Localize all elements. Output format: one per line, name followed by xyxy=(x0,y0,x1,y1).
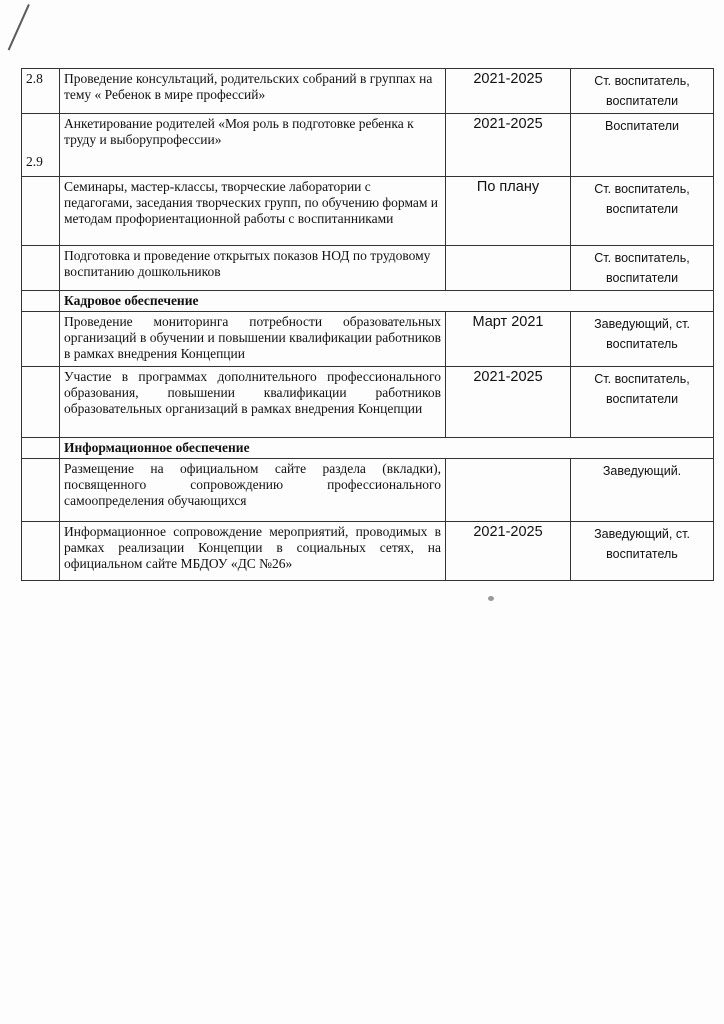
event-date: По плану xyxy=(446,177,571,246)
event-description: Размещение на официальном сайте раздела (вкладки), посвященного сопровождению профессионального самоопределения обучающихся xyxy=(60,459,446,522)
responsible-person: Ст. воспитатель, воспитатели xyxy=(571,69,714,114)
event-date: 2021-2025 xyxy=(446,114,571,177)
event-date: 2021-2025 xyxy=(446,367,571,438)
event-description: Анкетирование родителей «Моя роль в подготовке ребенка к труду и выборупрофессии» xyxy=(60,114,446,177)
table-row xyxy=(22,177,714,246)
row-number xyxy=(22,246,60,291)
section-title-staffing: Кадровое обеспечение xyxy=(60,291,714,312)
row-number xyxy=(22,367,60,438)
activity-plan-table xyxy=(21,68,714,581)
scan-artifact-line xyxy=(8,4,30,50)
event-description: Участие в программах дополнительного профессионального образования, повышении квалификации работников образовательных организаций в рамках внедрения Концепции xyxy=(60,367,446,438)
table-row xyxy=(22,69,714,114)
responsible-person: Воспитатели xyxy=(571,114,714,177)
event-date xyxy=(446,246,571,291)
responsible-person: Ст. воспитатель, воспитатели xyxy=(571,246,714,291)
event-description: Семинары, мастер-классы, творческие лаборатории с педагогами, заседания творческих групп, по обучению формам и методам профориентационной работы с воспитанниками xyxy=(60,177,446,246)
row-number xyxy=(22,522,60,581)
responsible-person: Ст. воспитатель, воспитатели xyxy=(571,177,714,246)
table-row xyxy=(22,246,714,291)
row-number xyxy=(22,312,60,367)
row-number xyxy=(22,291,60,312)
section-title-information: Информационное обеспечение xyxy=(60,438,714,459)
table-row xyxy=(22,367,714,438)
section-row xyxy=(22,291,714,312)
row-number: 2.9 xyxy=(22,114,60,177)
responsible-person: Заведующий. xyxy=(571,459,714,522)
event-date: 2021-2025 xyxy=(446,69,571,114)
table-row xyxy=(22,312,714,367)
event-date: 2021-2025 xyxy=(446,522,571,581)
row-number xyxy=(22,177,60,246)
event-date xyxy=(446,459,571,522)
event-description: Подготовка и проведение открытых показов НОД по трудовому воспитанию дошкольников xyxy=(60,246,446,291)
responsible-person: Заведующий, ст. воспитатель xyxy=(571,522,714,581)
table-row xyxy=(22,114,714,177)
table-row xyxy=(22,459,714,522)
event-description: Проведение консультаций, родительских собраний в группах на тему « Ребенок в мире профессий» xyxy=(60,69,446,114)
row-number: 2.8 xyxy=(22,69,60,114)
event-description: Информационное сопровождение мероприятий, проводимых в рамках реализации Концепции в социальных сетях, на официальном сайте МБДОУ «ДС №26» xyxy=(60,522,446,581)
section-row xyxy=(22,438,714,459)
event-description: Проведение мониторинга потребности образовательных организаций в обучении и повышении квалификации работников в рамках внедрения Концепции xyxy=(60,312,446,367)
scan-speck xyxy=(488,596,494,601)
row-number xyxy=(22,459,60,522)
event-date: Март 2021 xyxy=(446,312,571,367)
row-number xyxy=(22,438,60,459)
responsible-person: Заведующий, ст. воспитатель xyxy=(571,312,714,367)
table-row xyxy=(22,522,714,581)
responsible-person: Ст. воспитатель, воспитатели xyxy=(571,367,714,438)
